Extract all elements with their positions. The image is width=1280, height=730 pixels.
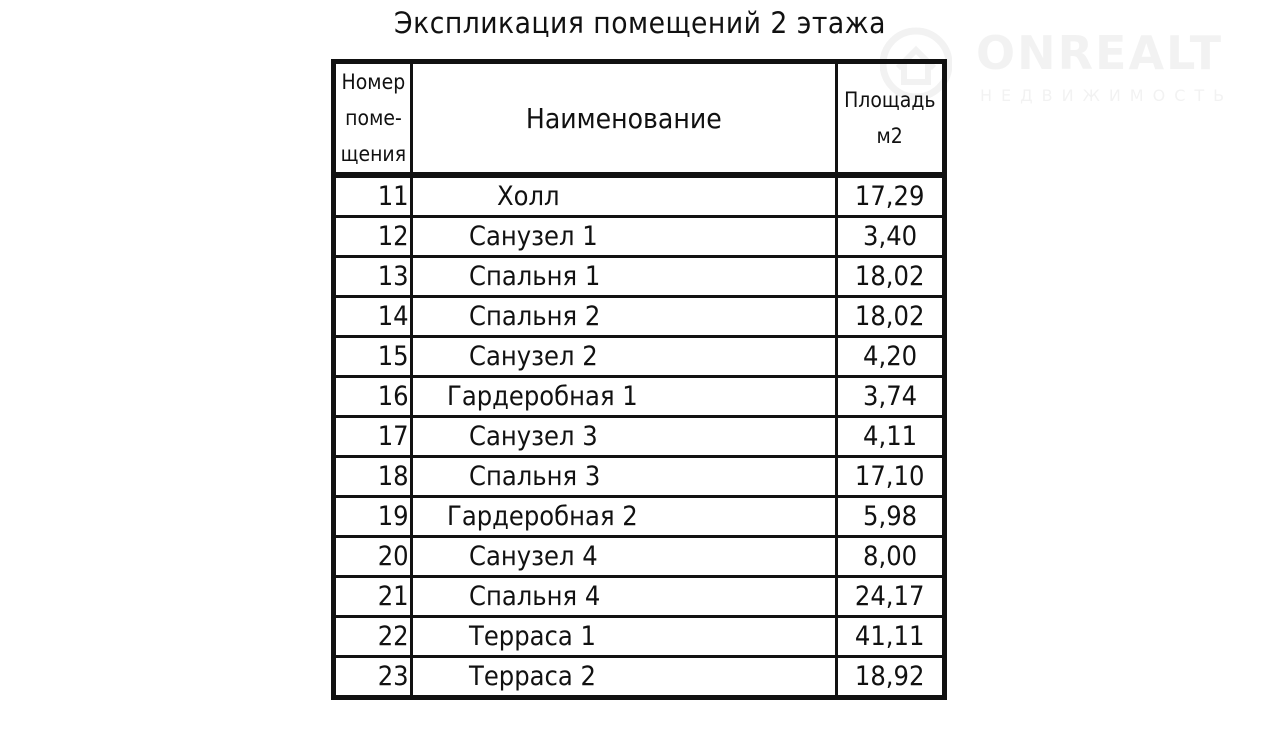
room-area: 18,92 [855,661,925,692]
room-number: 14 [377,301,409,332]
room-name: Спальня 4 [469,581,601,612]
room-name: Спальня 1 [469,261,601,292]
room-name: Терраса 1 [469,621,596,652]
room-number-cell [334,175,412,217]
room-area-cell [837,537,945,577]
room-area-cell [837,497,945,537]
table-row [334,457,945,497]
room-number-cell [334,657,412,698]
room-number: 11 [377,181,409,212]
watermark-tagline: НЕДВИЖИМОСТЬ [980,86,1234,105]
room-area: 3,40 [862,221,918,252]
room-area: 8,00 [862,541,918,572]
room-area: 18,02 [855,261,925,292]
room-area: 18,02 [855,301,925,332]
header-area [837,62,945,176]
room-number-cell [334,337,412,377]
table-row [334,257,945,297]
room-area-cell [837,577,945,617]
room-area: 24,17 [855,581,925,612]
table-row [334,175,945,217]
explication-table [331,59,947,700]
room-area-cell [837,657,945,698]
room-area: 17,10 [855,461,925,492]
table-row [334,337,945,377]
room-number: 22 [377,621,409,652]
room-name-cell [412,257,837,297]
room-name: Холл [497,181,560,212]
room-name: Санузел 2 [469,341,598,372]
room-name-cell [412,657,837,698]
room-name-cell [412,457,837,497]
room-area-cell [837,417,945,457]
room-number-cell [334,377,412,417]
room-number-cell [334,217,412,257]
table-row [334,297,945,337]
room-number-cell [334,617,412,657]
header-name-text: Наименование [526,101,722,135]
room-number: 13 [377,261,409,292]
room-number-cell [334,497,412,537]
room-area-cell [837,377,945,417]
header-number-line-2: поме- [344,106,402,130]
room-area-cell [837,617,945,657]
room-name-cell [412,377,837,417]
table-header-row [334,62,945,176]
room-name-cell [412,497,837,537]
room-number: 19 [377,501,409,532]
header-area-line-2: м2 [876,124,904,148]
room-number: 18 [377,461,409,492]
room-number: 20 [377,541,409,572]
room-area: 4,20 [862,341,918,372]
room-area-cell [837,175,945,217]
room-area: 17,29 [855,181,925,212]
table-row [334,577,945,617]
room-number: 15 [377,341,409,372]
room-number-cell [334,257,412,297]
room-number: 16 [377,381,409,412]
room-area-cell [837,297,945,337]
room-number-cell [334,577,412,617]
table-row [334,377,945,417]
header-number-line-1: Номер [341,70,405,94]
room-name-cell [412,297,837,337]
room-name: Спальня 2 [469,301,601,332]
room-name-cell [412,577,837,617]
room-name-cell [412,337,837,377]
room-name-cell [412,417,837,457]
room-number: 17 [377,421,409,452]
table-row [334,417,945,457]
table-row [334,217,945,257]
room-area-cell [837,257,945,297]
table-row [334,537,945,577]
room-area-cell [837,337,945,377]
room-number: 23 [377,661,409,692]
room-name: Санузел 3 [469,421,598,452]
table-row [334,497,945,537]
room-name: Терраса 2 [469,661,596,692]
room-number: 12 [377,221,409,252]
room-name: Санузел 4 [469,541,598,572]
watermark-brand: ONREALT [976,26,1224,80]
room-area: 41,11 [855,621,925,652]
room-area: 5,98 [862,501,918,532]
room-name-cell [412,537,837,577]
page-title: Экспликация помещений 2 этажа [394,6,886,40]
room-name: Гардеробная 1 [447,381,638,412]
room-name: Санузел 1 [469,221,598,252]
room-area-cell [837,457,945,497]
table-row [334,617,945,657]
room-name-cell [412,217,837,257]
room-name-cell [412,175,837,217]
room-number-cell [334,297,412,337]
room-area: 3,74 [862,381,918,412]
table-row [334,657,945,698]
room-area-cell [837,217,945,257]
room-name: Гардеробная 2 [447,501,638,532]
room-number-cell [334,457,412,497]
room-number-cell [334,417,412,457]
room-number: 21 [377,581,409,612]
room-area: 4,11 [862,421,918,452]
header-room-number [334,62,412,176]
room-name-cell [412,617,837,657]
room-number-cell [334,537,412,577]
room-name: Спальня 3 [469,461,601,492]
header-area-line-1: Площадь [844,88,936,112]
header-room-name [412,62,837,176]
header-number-line-3: щения [340,142,406,166]
